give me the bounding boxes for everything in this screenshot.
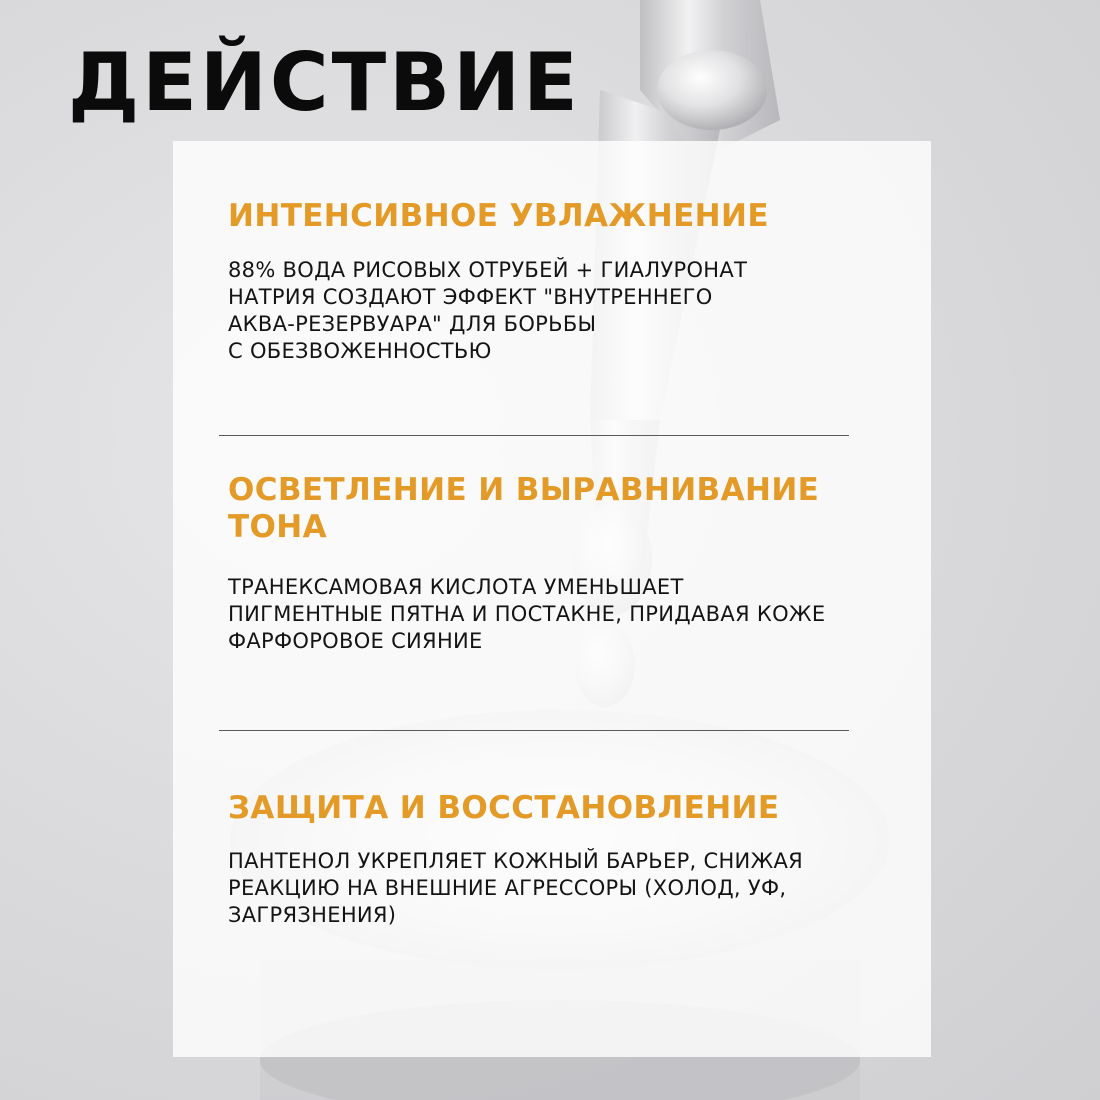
- section-heading: ТОНА: [228, 509, 328, 545]
- section-text-line: АКВА-РЕЗЕРВУАРА" ДЛЯ БОРЬБЫ: [228, 312, 597, 336]
- section-text-line: ПАНТЕНОЛ УКРЕПЛЯЕТ КОЖНЫЙ БАРЬЕР, СНИЖАЯ: [228, 849, 804, 873]
- section-heading: ЗАЩИТА И ВОССТАНОВЛЕНИЕ: [228, 790, 780, 826]
- section-moisturizing: [228, 198, 769, 365]
- section-text-line: РЕАКЦИЮ НА ВНЕШНИЕ АГРЕССОРЫ (ХОЛОД, УФ,: [228, 876, 787, 900]
- info-panel: [173, 141, 931, 1057]
- section-text-line: ПИГМЕНТНЫЕ ПЯТНА И ПОСТАКНЕ, ПРИДАВАЯ КОЖЕ: [228, 602, 826, 626]
- page-title: ДЕЙСТВИЕ: [68, 36, 581, 129]
- section-text-line: ТРАНЕКСАМОВАЯ КИСЛОТА УМЕНЬШАЕТ: [228, 575, 684, 599]
- divider: [219, 730, 849, 731]
- section-text-line: НАТРИЯ СОЗДАЮТ ЭФФЕКТ "ВНУТРЕННЕГО: [228, 285, 713, 309]
- section-text-line: ЗАГРЯЗНЕНИЯ): [228, 903, 397, 927]
- section-brightening: [228, 472, 825, 655]
- divider: [219, 435, 849, 436]
- section-heading: ОСВЕТЛЕНИЕ И ВЫРАВНИВАНИЕ: [228, 472, 820, 508]
- section-heading: ИНТЕНСИВНОЕ УВЛАЖНЕНИЕ: [228, 198, 769, 234]
- section-text-line: С ОБЕЗВОЖЕННОСТЬЮ: [228, 339, 492, 363]
- section-protection: [228, 790, 803, 929]
- section-text-line: 88% ВОДА РИСОВЫХ ОТРУБЕЙ + ГИАЛУРОНАТ: [228, 258, 748, 282]
- section-text-line: ФАРФОРОВОЕ СИЯНИЕ: [228, 629, 483, 653]
